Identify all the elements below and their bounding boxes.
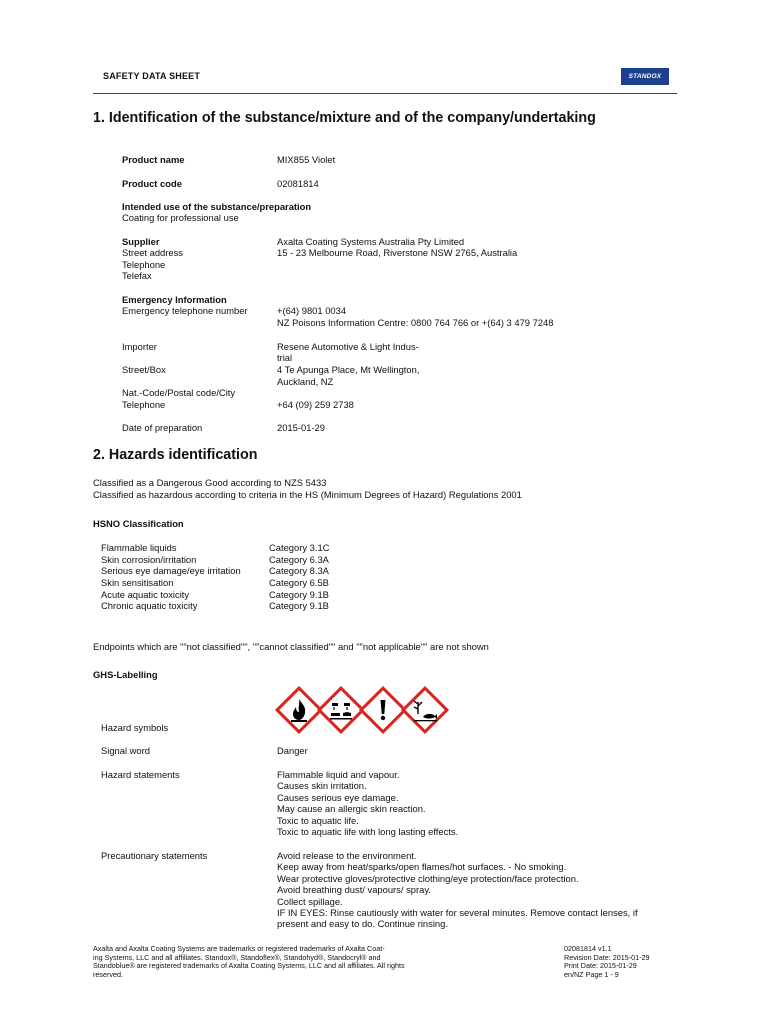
signal-word-value: Danger [277, 745, 308, 756]
ghs-pictograms [277, 688, 447, 732]
hazard-statement: Causes skin irritation. [277, 780, 367, 792]
supplier-name: Axalta Coating Systems Australia Pty Limited [277, 236, 465, 247]
precautionary-statement: Keep away from heat/sparks/open flames/hot surfaces. - No smoking. [277, 861, 567, 873]
corrosion-icon [321, 690, 361, 730]
supplier-label: Supplier [122, 236, 160, 247]
precautionary-statements-list [277, 850, 717, 930]
product-code-label: Product code [122, 178, 182, 189]
document-revision-info [564, 945, 704, 979]
revision-date: Revision Date: 2015-01-29 [564, 952, 650, 962]
document-header-title: SAFETY DATA SHEET [103, 71, 201, 81]
hsno-hazard: Serious eye damage/eye irritation [101, 565, 241, 576]
product-code-value: 02081814 [277, 178, 319, 189]
trademark-line: Standoblue® are registered trademarks of Axalta Coating Systems, LLC and all affiliates. All rights [93, 961, 405, 971]
precautionary-statements-label: Precautionary statements [101, 850, 208, 861]
hsno-category: Category 9.1B [269, 600, 329, 611]
classified-hazardous: Classified as hazardous according to criteria in the HS (Minimum Degrees of Hazard) Regulations 2001 [93, 489, 522, 500]
hsno-category: Category 9.1B [269, 589, 329, 600]
importer-street: 4 Te Apunga Place, Mt Wellington, [277, 364, 420, 375]
product-name-label: Product name [122, 154, 185, 165]
importer-city: Auckland, NZ [277, 376, 334, 387]
hazard-symbols-label: Hazard symbols [101, 722, 169, 733]
hazard-statement: Toxic to aquatic life. [277, 814, 359, 826]
page-number: en/NZ Page 1 - 9 [564, 969, 619, 979]
importer-telephone-value: +64 (09) 259 2738 [277, 399, 354, 410]
poisons-centre-value: NZ Poisons Information Centre: 0800 764 766 or +(64) 3 479 7248 [277, 317, 554, 328]
precautionary-statement: Collect spillage. [277, 895, 343, 907]
print-date: Print Date: 2015-01-29 [564, 961, 637, 971]
ghs-labelling-heading: GHS-Labelling [93, 669, 158, 680]
precautionary-statement: Wear protective gloves/protective clothing/eye protection/face protection. [277, 872, 579, 884]
importer-name-line2: trial [277, 352, 293, 363]
importer-name-line1: Resene Automotive & Light Indus- [277, 341, 419, 352]
hazard-statements-label: Hazard statements [101, 769, 180, 780]
section-2-heading: 2. Hazards identification [93, 447, 258, 463]
endpoints-note: Endpoints which are ""not classified"", ""cannot classified"" and ""not applicable"" are not shown [93, 641, 489, 652]
hsno-hazard: Flammable liquids [101, 542, 177, 553]
product-name-value: MIX855 Violet [277, 154, 336, 165]
hsno-hazard: Acute aquatic toxicity [101, 589, 190, 600]
hsno-category: Category 8.3A [269, 565, 329, 576]
trademark-line: Axalta and Axalta Coating Systems are trademarks or registered trademarks of Axalta Coat- [93, 944, 385, 953]
emergency-phone-label: Emergency telephone number [122, 305, 248, 316]
precautionary-statement: Avoid breathing dust/ vapours/ spray. [277, 884, 431, 896]
trademark-line: reserved. [93, 969, 123, 979]
hazard-statement: Flammable liquid and vapour. [277, 769, 400, 780]
section-1-heading: 1. Identification of the substance/mixture and of the company/undertaking [93, 110, 596, 126]
hsno-hazard: Chronic aquatic toxicity [101, 600, 198, 611]
precautionary-statement: IF IN EYES: Rinse cautiously with water for several minutes. Remove contact lenses, if [277, 907, 638, 919]
flame-icon [279, 690, 319, 730]
hsno-category: Category 6.5B [269, 577, 329, 588]
standox-logo: STANDOX [621, 68, 669, 85]
importer-label: Importer [122, 341, 157, 352]
hsno-category: Category 6.3A [269, 554, 329, 565]
hazard-statement: Toxic to aquatic life with long lasting effects. [277, 826, 459, 838]
prep-date-label: Date of preparation [122, 422, 203, 433]
hazard-statements-list [277, 769, 697, 837]
precautionary-statement: Avoid release to the environment. [277, 850, 417, 861]
hsno-category: Category 3.1C [269, 542, 330, 553]
intended-use-value: Coating for professional use [122, 212, 239, 223]
hsno-heading: HSNO Classification [93, 518, 184, 529]
trademark-notice [93, 945, 473, 979]
trademark-line: ing Systems, LLC and all affiliates. Standox®, Standoflex®, Standohyd®, Standocryl® and [93, 952, 381, 962]
hazard-statement: May cause an allergic skin reaction. [277, 803, 426, 815]
environment-icon [405, 690, 445, 730]
header-divider [93, 93, 677, 94]
signal-word-label: Signal word [101, 745, 150, 756]
telefax-label: Telefax [122, 270, 152, 281]
street-address-label: Street address [122, 247, 183, 258]
doc-version: 02081814 v1.1 [564, 944, 612, 953]
classified-dangerous-good: Classified as a Dangerous Good according to NZS 5433 [93, 477, 327, 488]
nat-code-label: Nat.-Code/Postal code/City [122, 387, 236, 398]
hazard-statement: Causes serious eye damage. [277, 791, 399, 803]
telephone-label: Telephone [122, 259, 166, 270]
intended-use-label: Intended use of the substance/preparation [122, 201, 312, 212]
importer-telephone-label: Telephone [122, 399, 166, 410]
street-box-label: Street/Box [122, 364, 166, 375]
emergency-info-label: Emergency Information [122, 294, 227, 305]
emergency-phone-value: +(64) 9801 0034 [277, 305, 347, 316]
exclamation-icon [363, 690, 403, 730]
prep-date-value: 2015-01-29 [277, 422, 325, 433]
precautionary-statement: present and easy to do. Continue rinsing. [277, 918, 448, 930]
supplier-address: 15 - 23 Melbourne Road, Riverstone NSW 2765, Australia [277, 247, 518, 258]
hsno-hazard: Skin corrosion/irritation [101, 554, 197, 565]
hsno-hazard: Skin sensitisation [101, 577, 174, 588]
